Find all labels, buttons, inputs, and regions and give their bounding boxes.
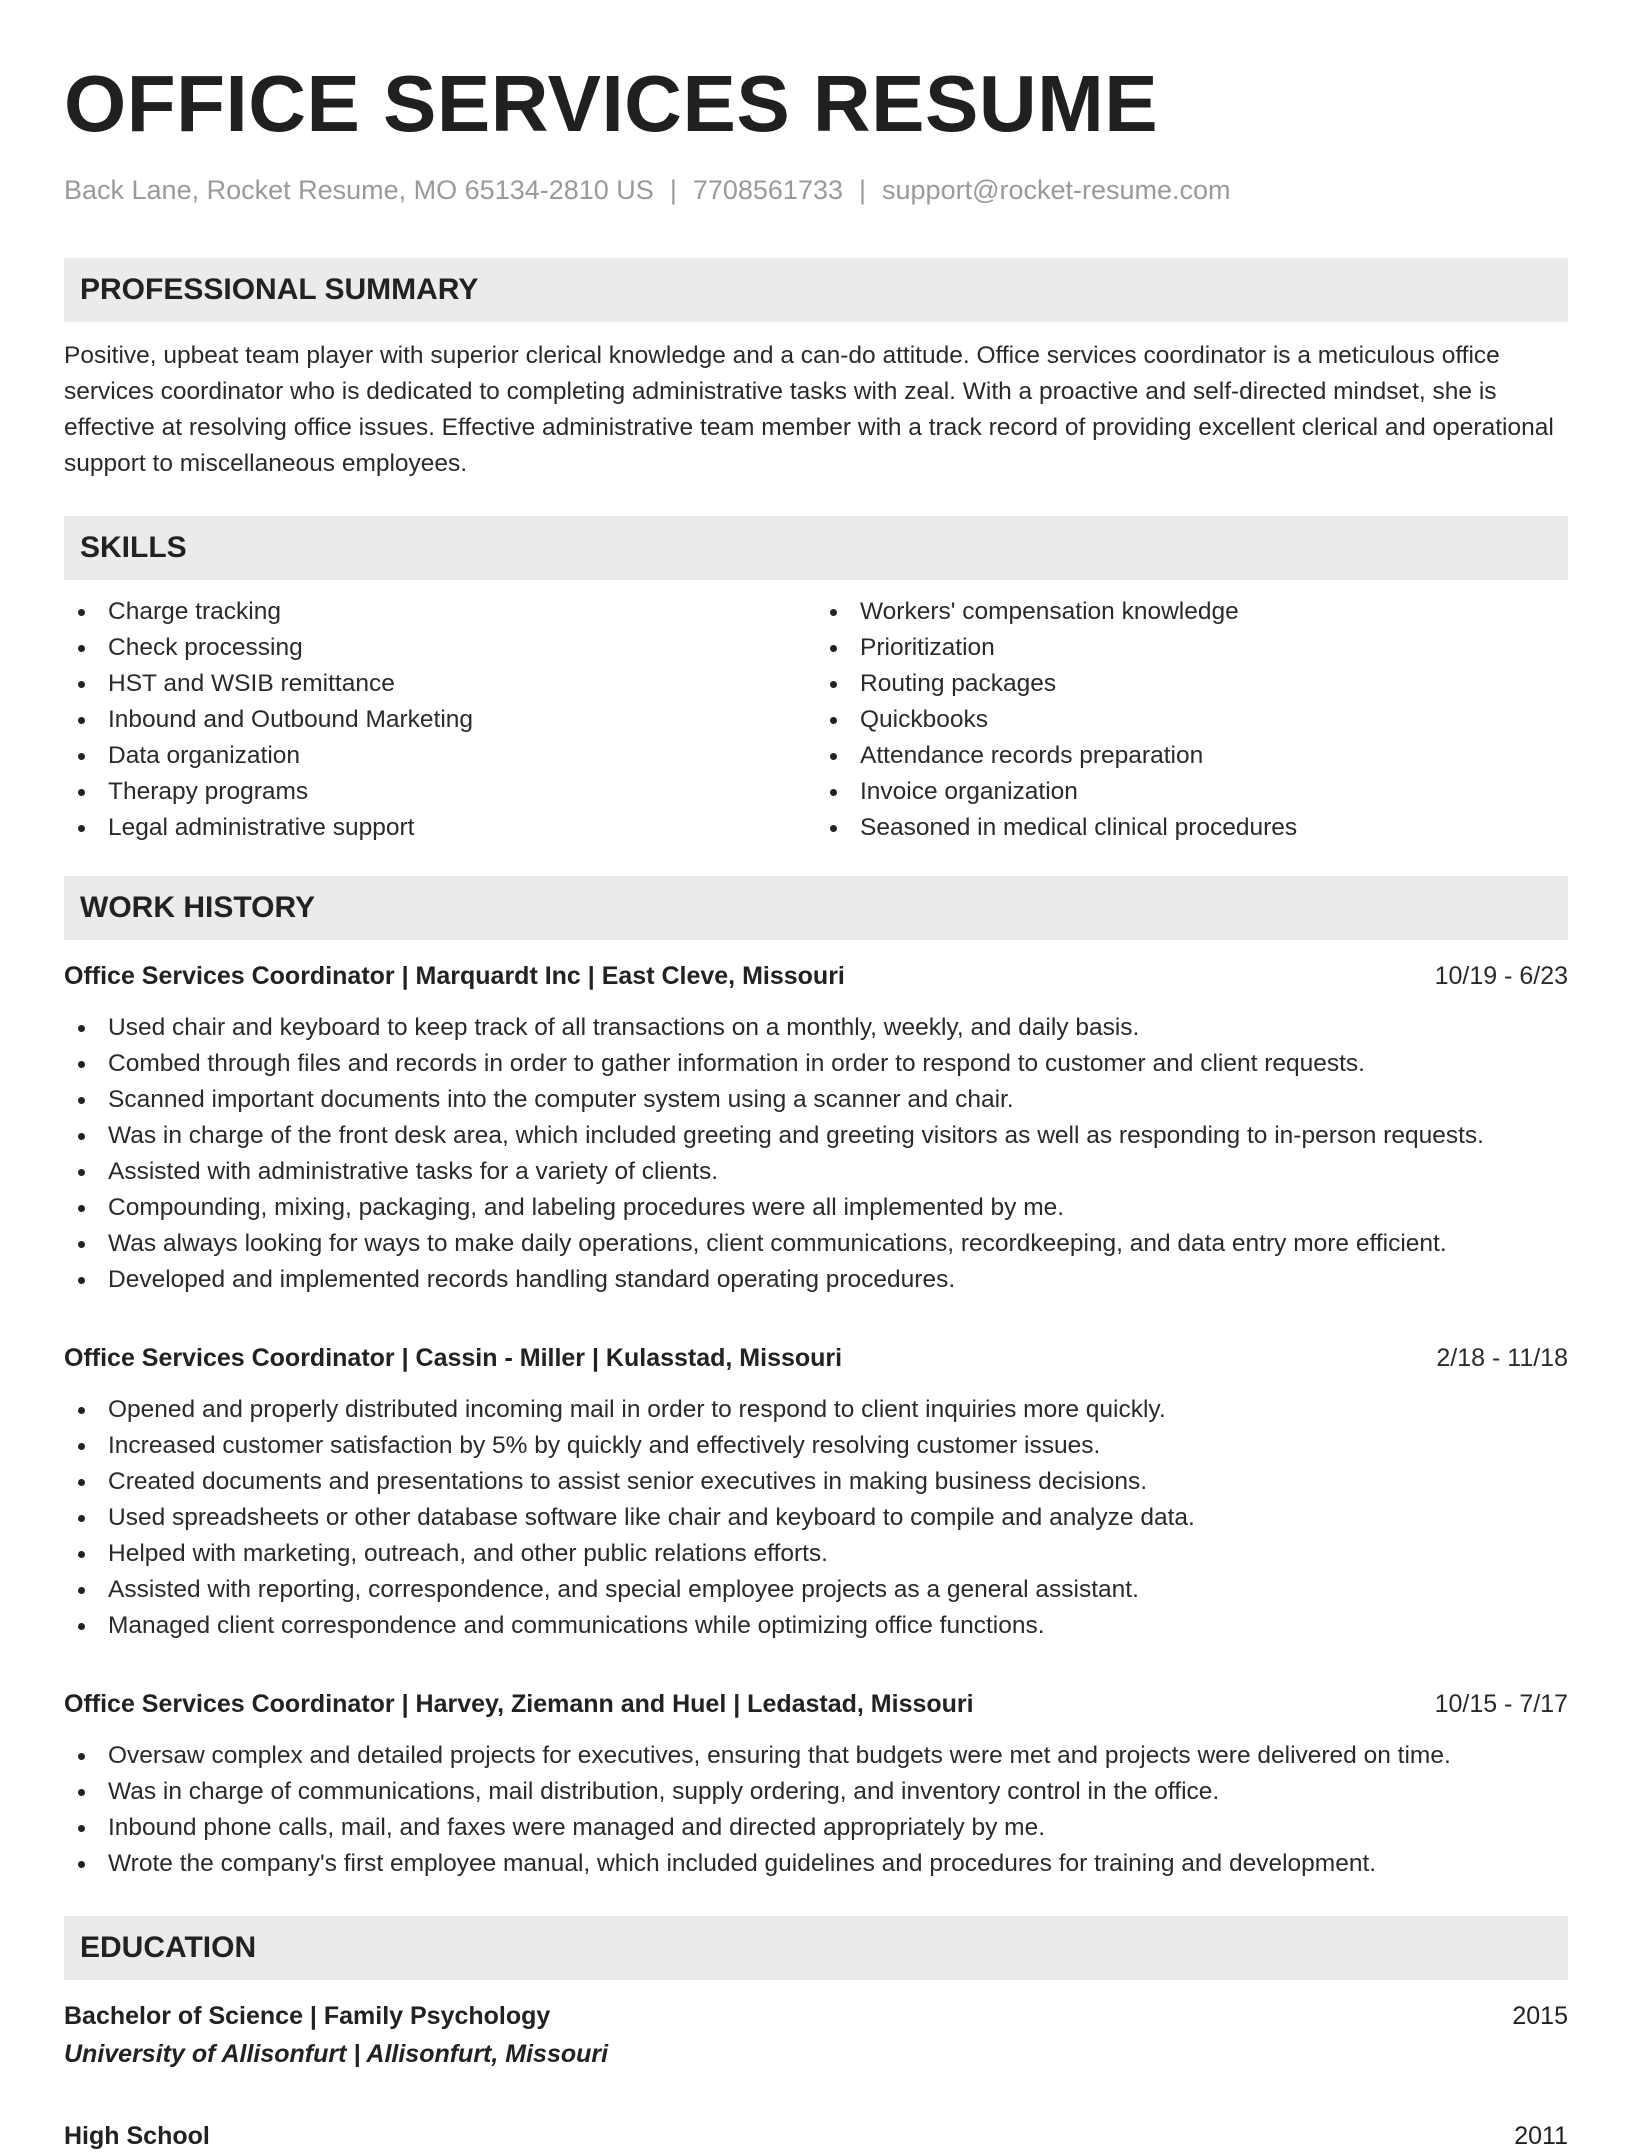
section-heading-summary: PROFESSIONAL SUMMARY xyxy=(64,258,1568,322)
skill-item: Therapy programs xyxy=(64,774,816,810)
education-year: 2011 xyxy=(1514,2122,1568,2150)
job-bullet: Used spreadsheets or other database software like chair and keyboard to compile and analyze data. xyxy=(64,1500,1568,1536)
skill-item: Routing packages xyxy=(816,666,1568,702)
education-degree: High School xyxy=(64,2122,210,2150)
section-heading-work-history: WORK HISTORY xyxy=(64,876,1568,940)
job-bullet: Inbound phone calls, mail, and faxes were managed and directed appropriately by me. xyxy=(64,1810,1568,1846)
job-bullet: Used chair and keyboard to keep track of all transactions on a monthly, weekly, and daily basis. xyxy=(64,1010,1568,1046)
contact-line xyxy=(64,172,1568,208)
education-degree: Bachelor of Science | Family Psychology xyxy=(64,2002,551,2030)
job-bullet: Was always looking for ways to make daily operations, client communications, recordkeeping, and data entry more efficient. xyxy=(64,1226,1568,1262)
job-bullet: Was in charge of communications, mail distribution, supply ordering, and inventory control in the office. xyxy=(64,1774,1568,1810)
education-header xyxy=(64,2118,1568,2154)
skill-item: Data organization xyxy=(64,738,816,774)
job-header xyxy=(64,1686,1568,1722)
job-bullet: Assisted with reporting, correspondence, and special employee projects as a general assistant. xyxy=(64,1572,1568,1608)
job-bullets xyxy=(64,1738,1568,1882)
section-heading-skills: SKILLS xyxy=(64,516,1568,580)
job-bullet: Opened and properly distributed incoming mail in order to respond to client inquiries more quickly. xyxy=(64,1392,1568,1428)
skill-item: Check processing xyxy=(64,630,816,666)
job-bullet: Was in charge of the front desk area, which included greeting and greeting visitors as well as responding to in-person requests. xyxy=(64,1118,1568,1154)
job-bullet: Increased customer satisfaction by 5% by quickly and effectively resolving customer issues. xyxy=(64,1428,1568,1464)
skill-item: Legal administrative support xyxy=(64,810,816,846)
job-bullets xyxy=(64,1392,1568,1644)
skill-item: Inbound and Outbound Marketing xyxy=(64,702,816,738)
job-bullet: Combed through files and records in order to gather information in order to respond to customer and client requests. xyxy=(64,1046,1568,1082)
education-school: University of Allisonfurt | Allisonfurt, Missouri xyxy=(64,2040,609,2068)
skill-item: Attendance records preparation xyxy=(816,738,1568,774)
contact-email: support@rocket-resume.com xyxy=(882,175,1231,205)
education-header xyxy=(64,1998,1568,2034)
job-bullet: Scanned important documents into the computer system using a scanner and chair. xyxy=(64,1082,1568,1118)
resume-title: OFFICE SERVICES RESUME xyxy=(64,59,1159,148)
job-header xyxy=(64,1340,1568,1376)
skill-item: Workers' compensation knowledge xyxy=(816,594,1568,630)
summary-text: Positive, upbeat team player with superior clerical knowledge and a can-do attitude. Office services coordinator is a meticulous office services coordinator who is dedicated to completing administrative tasks with zeal. With a proactive and self-directed mindset, she is effective at resolving office issues. Effective administrative team member with a track record of providing excellent clerical and operational support to miscellaneous employees. xyxy=(64,342,1554,477)
job-dates: 10/19 - 6/23 xyxy=(1434,962,1568,990)
job-bullets xyxy=(64,1010,1568,1298)
contact-address: Back Lane, Rocket Resume, MO 65134-2810 US xyxy=(64,175,654,205)
skill-item: Seasoned in medical clinical procedures xyxy=(816,810,1568,846)
job-entry xyxy=(64,1340,1568,1644)
skill-item: Prioritization xyxy=(816,630,1568,666)
skills-column-right xyxy=(816,594,1568,846)
job-bullet: Compounding, mixing, packaging, and labeling procedures were all implemented by me. xyxy=(64,1190,1568,1226)
skills-list xyxy=(64,594,1568,846)
job-bullet: Assisted with administrative tasks for a variety of clients. xyxy=(64,1154,1568,1190)
job-bullet: Created documents and presentations to assist senior executives in making business decisions. xyxy=(64,1464,1568,1500)
job-bullet: Wrote the company's first employee manual, which included guidelines and procedures for training and development. xyxy=(64,1846,1568,1882)
job-title: Office Services Coordinator | Cassin - Miller | Kulasstad, Missouri xyxy=(64,1344,843,1372)
contact-phone: 7708561733 xyxy=(692,175,843,205)
job-entry xyxy=(64,958,1568,1298)
job-title: Office Services Coordinator | Marquardt Inc | East Cleve, Missouri xyxy=(64,962,845,990)
education-year: 2015 xyxy=(1512,2002,1568,2030)
job-bullet: Managed client correspondence and communications while optimizing office functions. xyxy=(64,1608,1568,1644)
job-dates: 10/15 - 7/17 xyxy=(1434,1690,1568,1718)
job-bullet: Oversaw complex and detailed projects for executives, ensuring that budgets were met and projects were delivered on time. xyxy=(64,1738,1568,1774)
education-entry xyxy=(64,1998,1568,2072)
job-bullet: Developed and implemented records handling standard operating procedures. xyxy=(64,1262,1568,1298)
skill-item: HST and WSIB remittance xyxy=(64,666,816,702)
job-entry xyxy=(64,1686,1568,1882)
skill-item: Quickbooks xyxy=(816,702,1568,738)
section-heading-education: EDUCATION xyxy=(64,1916,1568,1980)
education-entry xyxy=(64,2118,1568,2154)
job-bullet: Helped with marketing, outreach, and other public relations efforts. xyxy=(64,1536,1568,1572)
job-header xyxy=(64,958,1568,994)
skill-item: Invoice organization xyxy=(816,774,1568,810)
job-title: Office Services Coordinator | Harvey, Ziemann and Huel | Ledastad, Missouri xyxy=(64,1690,974,1718)
contact-separator: | xyxy=(859,175,867,205)
skill-item: Charge tracking xyxy=(64,594,816,630)
skills-column-left xyxy=(64,594,816,846)
contact-separator: | xyxy=(669,175,677,205)
job-dates: 2/18 - 11/18 xyxy=(1436,1344,1568,1372)
